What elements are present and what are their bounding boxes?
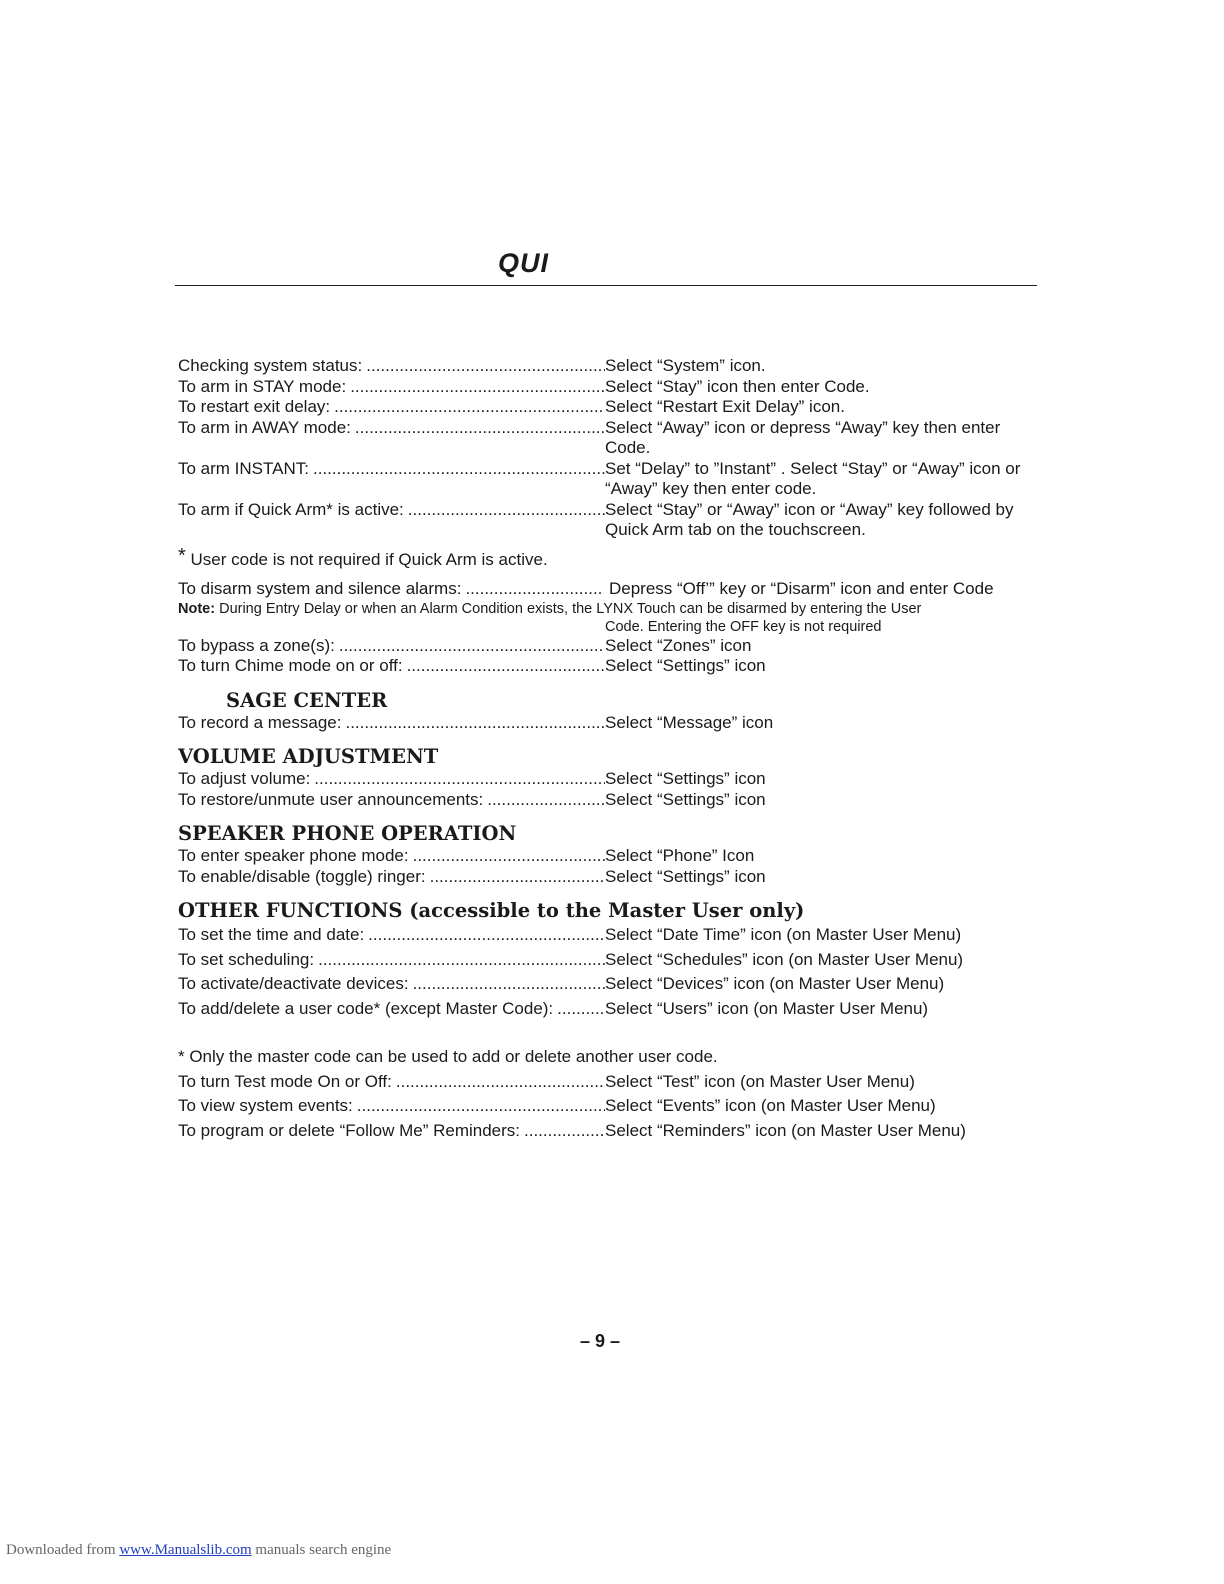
row-value: Select “System” icon.: [605, 356, 766, 375]
row-value: Select “Devices” icon (on Master User Menu): [605, 974, 945, 993]
dot-leader: [341, 713, 605, 734]
row-value: Select “Message” icon: [605, 712, 774, 732]
dot-leader: [392, 1070, 605, 1095]
row-label: To restart exit delay:: [178, 397, 331, 416]
dot-leader: [335, 636, 605, 657]
footnote-star: *: [178, 544, 186, 567]
row-label: To turn Test mode On or Off:: [178, 1071, 392, 1091]
row-value: Select “Settings” icon: [605, 866, 766, 886]
note-label: Note:: [178, 600, 216, 617]
list-item: [178, 579, 1038, 600]
list-item: [178, 1119, 1038, 1144]
row-label: To restore/unmute user announcements:: [178, 789, 484, 809]
row-value: Select “Events” icon (on Master User Menu): [605, 1096, 936, 1115]
row-value: Select “Test” icon (on Master User Menu): [605, 1071, 915, 1091]
message-center-heading: SAGE CENTER: [226, 688, 388, 712]
list-item: [178, 997, 1038, 1022]
speaker-phone-heading: SPEAKER PHONE OPERATION: [178, 822, 517, 845]
row-value: Select “Phone” Icon: [605, 846, 755, 865]
row-value: Select “Date Time” icon (on Master User Menu): [605, 925, 962, 944]
list-item: [178, 397, 1038, 418]
other-heading-main: OTHER FUNCTIONS: [178, 899, 403, 922]
dot-leader: [403, 656, 605, 677]
row-value: Select “Restart Exit Delay” icon.: [605, 397, 845, 416]
row-value: Select “Zones” icon: [605, 635, 752, 655]
list-item: [178, 356, 1038, 377]
row-value: Select “Settings” icon: [605, 789, 766, 809]
list-item: [178, 790, 1038, 811]
page-title: QUI: [498, 248, 550, 278]
list-item: [178, 418, 1038, 459]
dot-leader: [520, 1119, 605, 1144]
row-label: To enable/disable (toggle) ringer:: [178, 866, 426, 886]
row-label: To record a message:: [178, 712, 342, 732]
row-label: To arm INSTANT:: [178, 458, 309, 478]
row-label: To add/delete a user code* (except Master Code):: [178, 998, 554, 1018]
row-label: To view system events:: [178, 1096, 353, 1115]
download-suffix: manuals search engine: [255, 1542, 392, 1558]
list-item: [178, 972, 1038, 997]
row-label: To arm in AWAY mode:: [178, 417, 351, 437]
dot-leader: [409, 972, 605, 997]
manualslib-link[interactable]: www.Manualslib.com: [119, 1542, 252, 1558]
other-functions-heading: [178, 899, 1038, 923]
dot-leader: [330, 397, 605, 418]
row-value: Select “Settings” icon: [605, 769, 766, 788]
dot-leader: [409, 846, 605, 867]
dot-leader: [353, 1094, 605, 1119]
row-value: Select “Away” icon or depress “Away” key then enter Code.: [605, 417, 1001, 457]
list-item: [178, 1094, 1038, 1119]
list-item: [178, 923, 1038, 948]
row-label: To program or delete “Follow Me” Reminders:: [178, 1120, 521, 1140]
dot-leader: [404, 500, 605, 541]
other-heading-paren: (accessible to the Master User only): [409, 899, 805, 922]
row-label: To enter speaker phone mode:: [178, 846, 409, 865]
list-item: [178, 769, 1038, 790]
download-footer: [6, 1542, 391, 1559]
note-line2: Code. Entering the OFF key is not required: [605, 618, 882, 635]
master-code-footnote: [178, 1045, 1038, 1070]
title-divider: [175, 285, 1037, 286]
dot-leader: [310, 769, 605, 790]
quick-arm-footnote: [178, 544, 1038, 571]
dot-leader: [553, 997, 605, 1022]
row-value: Select “Settings” icon: [605, 656, 766, 675]
page-number: – 9 –: [580, 1331, 621, 1351]
dot-leader: [351, 418, 605, 459]
row-label: To bypass a zone(s):: [178, 635, 335, 655]
row-value: Select “Stay” or “Away” icon or “Away” key followed by Quick Arm tab on the touchscreen.: [605, 499, 1014, 539]
row-value: Select “Users” icon (on Master User Menu): [605, 998, 929, 1018]
row-label: To set scheduling:: [178, 949, 315, 969]
list-item: [178, 867, 1038, 888]
list-item: [178, 656, 1038, 677]
dot-leader: [461, 579, 604, 600]
list-item: [178, 636, 1038, 657]
row-value: Select “Schedules” icon (on Master User Menu): [605, 949, 964, 969]
row-label: To disarm system and silence alarms:: [178, 579, 462, 598]
row-value: Select “Stay” icon then enter Code.: [605, 376, 870, 396]
dot-leader: [426, 867, 605, 888]
dot-leader: [364, 923, 605, 948]
row-label: To arm if Quick Arm* is active:: [178, 499, 404, 519]
footnote-text: * Only the master code can be used to add or delete another user code.: [178, 1047, 718, 1066]
quick-guide-content: [178, 356, 1038, 1143]
dot-leader: [309, 459, 605, 500]
dot-leader: [362, 356, 605, 377]
row-label: To set the time and date:: [178, 925, 365, 944]
row-value: Select “Reminders” icon (on Master User Menu): [605, 1120, 966, 1140]
download-prefix: Downloaded from: [6, 1542, 116, 1558]
row-label: Checking system status:: [178, 356, 363, 375]
volume-heading: VOLUME ADJUSTMENT: [178, 745, 439, 768]
list-item: [178, 459, 1038, 500]
entry-delay-note: [178, 600, 1038, 636]
list-item: [178, 948, 1038, 973]
row-value: Depress “Off’” key or “Disarm” icon and enter Code: [609, 579, 994, 598]
footnote-text: User code is not required if Quick Arm is active.: [190, 549, 548, 569]
dot-leader: [314, 948, 605, 973]
list-item: [178, 377, 1038, 398]
list-item: [178, 713, 1038, 734]
list-item: [178, 1070, 1038, 1095]
dot-leader: [483, 790, 605, 811]
row-value: Set “Delay” to ”Instant” . Select “Stay” or “Away” icon or “Away” key then enter code.: [605, 458, 1021, 498]
note-line1: During Entry Delay or when an Alarm Condition exists, the LYNX Touch can be disarmed by entering the User: [219, 600, 922, 617]
list-item: [178, 846, 1038, 867]
row-label: To adjust volume:: [178, 769, 311, 788]
row-label: To turn Chime mode on or off:: [178, 656, 403, 675]
dot-leader: [346, 377, 605, 398]
row-label: To activate/deactivate devices:: [178, 974, 409, 993]
list-item: [178, 500, 1038, 541]
row-label: To arm in STAY mode:: [178, 376, 347, 396]
